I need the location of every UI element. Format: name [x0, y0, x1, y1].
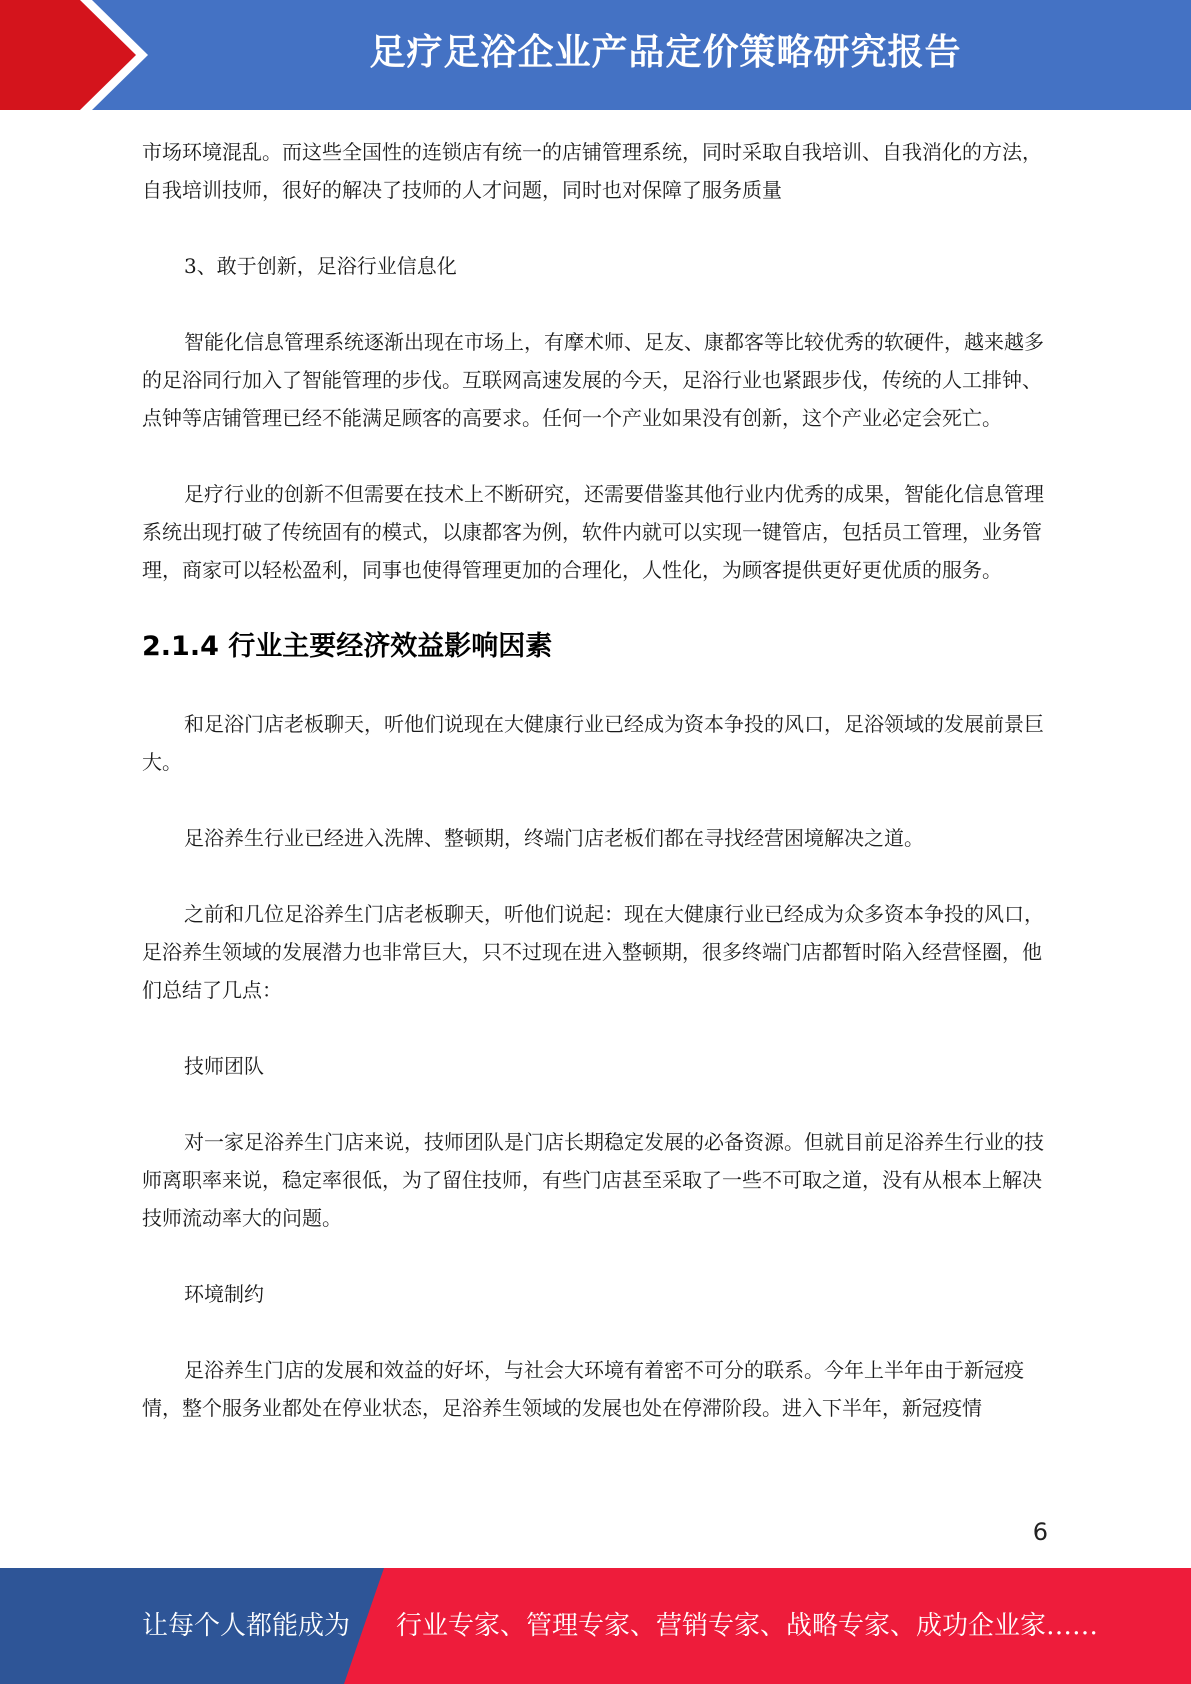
footer-slogan-right: 行业专家、管理专家、营销专家、战略专家、成功企业家…… — [396, 1611, 1099, 1641]
page-footer — [0, 1568, 1191, 1684]
page-header — [0, 0, 1191, 110]
footer-slogan-left: 让每个人都能成为 — [142, 1611, 351, 1641]
paragraph-owner-chat: 和足浴门店老板聊天，听他们说现在大健康行业已经成为资本争投的风口，足浴领域的发展前景巨大。 — [142, 712, 1044, 774]
paragraph-continuation: 市场环境混乱。而这些全国性的连锁店有统一的店铺管理系统，同时采取自我培训、自我消化的方法，自我培训技师，很好的解决了技师的人才问题，同时也对保障了服务质量 — [142, 140, 1042, 202]
paragraph-technician-team: 对一家足浴养生门店来说，技师团队是门店长期稳定发展的必备资源。但就目前足浴养生行业的技师离职率来说，稳定率很低，为了留住技师，有些门店甚至采取了一些不可取之道，没有从根本上解决技师流动率大的问题。 — [142, 1130, 1044, 1230]
report-title: 足疗足浴企业产品定价策略研究报告 — [369, 32, 962, 73]
paragraph-innovation: 足疗行业的创新不但需要在技术上不断研究，还需要借鉴其他行业内优秀的成果，智能化信息管理系统出现打破了传统固有的模式，以康都客为例，软件内就可以实现一键管店，包括员工管理，业务管理，商家可以轻松盈利，同事也使得管理更加的合理化，人性化，为顾客提供更好更优质的服务。 — [142, 482, 1044, 582]
subsection-label-innovation: 3、敢于创新，足浴行业信息化 — [184, 254, 457, 278]
section-heading: 2.1.4 行业主要经济效益影响因素 — [142, 631, 553, 662]
paragraph-summary-points: 之前和几位足浴养生门店老板聊天，听他们说起：现在大健康行业已经成为众多资本争投的风口，足浴养生领域的发展潜力也非常巨大，只不过现在进入整顿期，很多终端门店都暂时陷入经营怪圈，他们总结了几点： — [142, 902, 1044, 1002]
page-number: 6 — [1032, 1518, 1048, 1546]
document-body — [142, 133, 1046, 1427]
point-label-environment: 环境制约 — [184, 1282, 264, 1306]
paragraph-reshuffle: 足浴养生行业已经进入洗牌、整顿期，终端门店老板们都在寻找经营困境解决之道。 — [184, 826, 924, 850]
point-label-technician-team: 技师团队 — [184, 1054, 264, 1078]
paragraph-smart-management: 智能化信息管理系统逐渐出现在市场上，有摩术师、足友、康都客等比较优秀的软硬件，越来越多的足浴同行加入了智能管理的步伐。互联网高速发展的今天，足浴行业也紧跟步伐，传统的人工排钟、点钟等店铺管理已经不能满足顾客的高要求。任何一个产业如果没有创新，这个产业必定会死亡。 — [142, 330, 1044, 430]
paragraph-environment: 足浴养生门店的发展和效益的好坏，与社会大环境有着密不可分的联系。今年上半年由于新冠疫情，整个服务业都处在停业状态，足浴养生领域的发展也处在停滞阶段。进入下半年，新冠疫情 — [142, 1358, 1024, 1420]
